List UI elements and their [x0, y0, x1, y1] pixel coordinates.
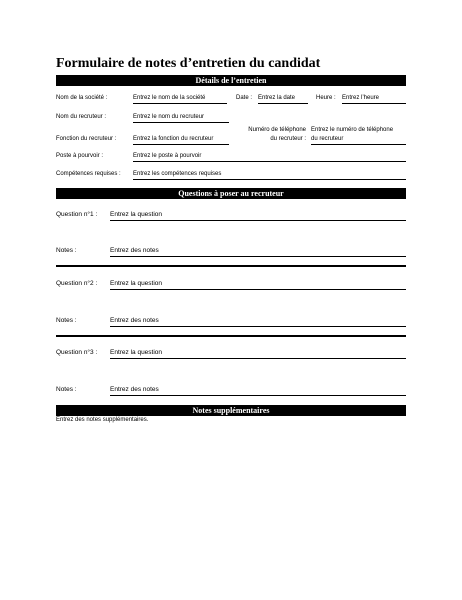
time-label: Heure : [316, 95, 336, 101]
question-3-field[interactable]: Entrez la question [110, 349, 406, 359]
phone-label-line1: Numéro de téléphone [248, 127, 306, 133]
recruiter-role-field[interactable]: Entrez la fonction du recruteur [133, 135, 229, 145]
notes-1-field[interactable]: Entrez des notes [110, 247, 406, 257]
notes-3-field[interactable]: Entrez des notes [110, 386, 406, 396]
recruiter-name-label: Nom du recruteur : [56, 114, 107, 120]
date-label: Date : [236, 95, 253, 101]
additional-notes-header: Notes supplémentaires [56, 405, 406, 416]
company-field[interactable]: Entrez le nom de la société [133, 94, 227, 104]
phone-field[interactable]: du recruteur [311, 135, 406, 145]
recruiter-role-label: Fonction du recruteur : [56, 136, 117, 142]
page-title: Formulaire de notes d’entretien du candidat [56, 56, 321, 71]
details-section-header: Détails de l’entretien [56, 75, 406, 86]
notes-2-field[interactable]: Entrez des notes [110, 317, 406, 327]
position-label: Poste à pourvoir : [56, 153, 104, 159]
skills-label: Compétences requises : [56, 171, 121, 177]
question-2-label: Question n°2 : [56, 280, 98, 287]
position-field[interactable]: Entrez le poste à pourvoir [133, 152, 406, 162]
company-label: Nom de la société : [56, 95, 108, 101]
question-3-label: Question n°3 : [56, 349, 98, 356]
notes-2-label: Notes : [56, 317, 77, 324]
question-1-label: Question n°1 : [56, 211, 98, 218]
additional-notes-field[interactable]: Entrez des notes supplémentaires. [56, 417, 149, 423]
notes-3-label: Notes : [56, 386, 77, 393]
time-field[interactable]: Entrez l’heure [342, 94, 406, 104]
recruiter-name-field[interactable]: Entrez le nom du recruteur [133, 113, 229, 123]
date-field[interactable]: Entrez la date [258, 94, 308, 104]
phone-value-line1: Entrez le numéro de téléphone [311, 127, 394, 133]
skills-field[interactable]: Entrez les compétences requises [133, 170, 406, 180]
question-1-divider [56, 265, 406, 267]
questions-section-header: Questions à poser au recruteur [56, 188, 406, 199]
phone-label-line2: du recruteur : [270, 136, 306, 142]
question-1-field[interactable]: Entrez la question [110, 211, 406, 221]
question-2-divider [56, 335, 406, 337]
notes-1-label: Notes : [56, 247, 77, 254]
question-2-field[interactable]: Entrez la question [110, 280, 406, 290]
